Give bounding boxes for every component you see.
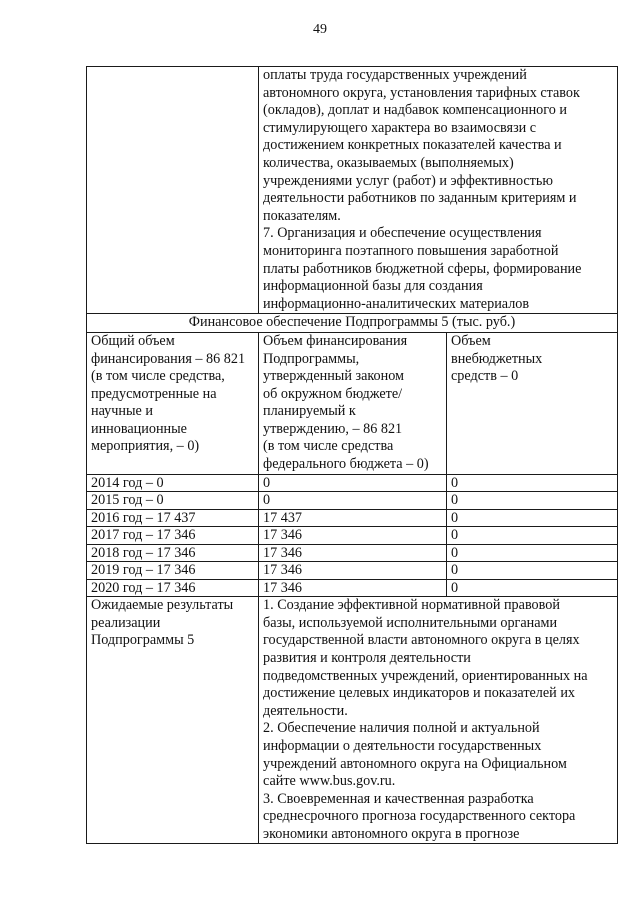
- finance-header: Финансовое обеспечение Подпрограммы 5 (тыс. руб.): [87, 314, 618, 333]
- tasks-line: показателям.: [263, 207, 341, 224]
- tasks-label-cell: [87, 67, 259, 314]
- tasks-line: информационно-аналитических материалов: [263, 295, 530, 312]
- year-label: 2020 год – 17 346: [87, 579, 259, 597]
- tasks-line: учреждениями услуг (работ) и эффективностью: [263, 172, 553, 189]
- year-row: [87, 509, 618, 527]
- tasks-line: деятельности работников по заданным критериям и: [263, 190, 577, 207]
- tasks-line: мониторинга поэтапного повышения заработной: [263, 242, 559, 259]
- total-financing-line: предусмотренные на: [91, 385, 217, 402]
- year-extra: 0: [447, 579, 618, 597]
- tasks-text-cell: [259, 67, 618, 314]
- year-extra: 0: [447, 544, 618, 562]
- year-approved: 17 346: [259, 527, 447, 545]
- results-label-cell: [87, 597, 259, 844]
- tasks-line: стимулирующего характера во взаимосвязи с: [263, 119, 537, 136]
- approved-financing-cell: [259, 332, 447, 474]
- tasks-line: автономного округа, установления тарифных ставок: [263, 84, 580, 101]
- year-approved: 17 346: [259, 579, 447, 597]
- tasks-line: количества, оказываемых (выполняемых): [263, 154, 514, 171]
- results-line: достижение целевых индикаторов и показателей их: [263, 685, 576, 702]
- year-row: [87, 527, 618, 545]
- extra-budget-line: Объем: [451, 332, 491, 349]
- total-financing-cell: [87, 332, 259, 474]
- results-line: учреждений автономного округа на Официальном: [263, 755, 567, 772]
- year-row: [87, 579, 618, 597]
- results-line: подведомственных учреждений, ориентированных на: [263, 667, 588, 684]
- approved-financing-line: (в том числе средства: [263, 438, 394, 455]
- year-approved: 0: [259, 474, 447, 492]
- year-approved: 0: [259, 492, 447, 510]
- year-label: 2018 год – 17 346: [87, 544, 259, 562]
- year-approved: 17 346: [259, 544, 447, 562]
- total-financing-line: финансирования – 86 821: [91, 350, 246, 367]
- approved-financing-line: Объем финансирования: [263, 332, 408, 349]
- results-line: среднесрочного прогноза государственного сектора: [263, 808, 576, 825]
- year-label: 2019 год – 17 346: [87, 562, 259, 580]
- total-financing-line: научные и: [91, 403, 153, 420]
- year-label: 2015 год – 0: [87, 492, 259, 510]
- tasks-line: платы работников бюджетной сферы, формирование: [263, 260, 582, 277]
- year-extra: 0: [447, 562, 618, 580]
- year-label: 2014 год – 0: [87, 474, 259, 492]
- results-label-line: Подпрограммы 5: [91, 632, 195, 649]
- approved-financing-line: планируемый к: [263, 403, 356, 420]
- approved-financing-line: утвержденный законом: [263, 368, 405, 385]
- year-extra: 0: [447, 509, 618, 527]
- year-extra: 0: [447, 492, 618, 510]
- total-financing-line: мероприятия, – 0): [91, 438, 200, 455]
- approved-financing-line: утверждению, – 86 821: [263, 420, 403, 437]
- subprogram-table: [86, 66, 618, 844]
- results-row: [87, 597, 618, 844]
- approved-financing-line: федерального бюджета – 0): [263, 456, 429, 473]
- tasks-line: достижением конкретных показателей качества и: [263, 137, 562, 154]
- approved-financing-line: Подпрограммы,: [263, 350, 360, 367]
- results-line: государственной власти автономного округа в целях: [263, 632, 580, 649]
- results-line: экономики автономного округа в прогнозе: [263, 825, 520, 842]
- year-extra: 0: [447, 527, 618, 545]
- results-line: информации о деятельности государственных: [263, 737, 542, 754]
- tasks-row: [87, 67, 618, 314]
- page-number: 49: [313, 22, 327, 37]
- year-row: [87, 562, 618, 580]
- total-financing-line: Общий объем: [91, 332, 175, 349]
- extra-budget-line: средств – 0: [451, 368, 519, 385]
- tasks-line: оплаты труда государственных учреждений: [263, 67, 527, 83]
- tasks-line: информационной базы для создания: [263, 278, 483, 295]
- year-approved: 17 437: [259, 509, 447, 527]
- results-line: 3. Своевременная и качественная разработка: [263, 790, 534, 807]
- extra-budget-line: внебюджетных: [451, 350, 543, 367]
- tasks-line: (окладов), доплат и надбавок компенсационного и: [263, 102, 567, 119]
- results-line: 2. Обеспечение наличия полной и актуальной: [263, 720, 540, 737]
- results-label-line: реализации: [91, 614, 161, 631]
- total-financing-line: инновационные: [91, 420, 187, 437]
- results-text-cell: [259, 597, 618, 844]
- year-extra: 0: [447, 474, 618, 492]
- approved-financing-line: об окружном бюджете/: [263, 385, 403, 402]
- year-row: [87, 474, 618, 492]
- tasks-line: 7. Организация и обеспечение осуществления: [263, 225, 542, 242]
- results-line: сайте www.bus.gov.ru.: [263, 773, 396, 790]
- year-row: [87, 492, 618, 510]
- total-financing-line: (в том числе средства,: [91, 368, 225, 385]
- year-row: [87, 544, 618, 562]
- year-label: 2016 год – 17 437: [87, 509, 259, 527]
- results-label-line: Ожидаемые результаты: [91, 597, 234, 614]
- results-line: 1. Создание эффективной нормативной правовой: [263, 597, 560, 614]
- results-line: деятельности.: [263, 702, 348, 719]
- finance-header-row: [87, 314, 618, 333]
- year-label: 2017 год – 17 346: [87, 527, 259, 545]
- results-line: базы, используемой исполнительными органами: [263, 614, 558, 631]
- finance-columns-row: [87, 332, 618, 474]
- results-line: развития и контроля деятельности: [263, 649, 471, 666]
- extra-budget-cell: [447, 332, 618, 474]
- year-approved: 17 346: [259, 562, 447, 580]
